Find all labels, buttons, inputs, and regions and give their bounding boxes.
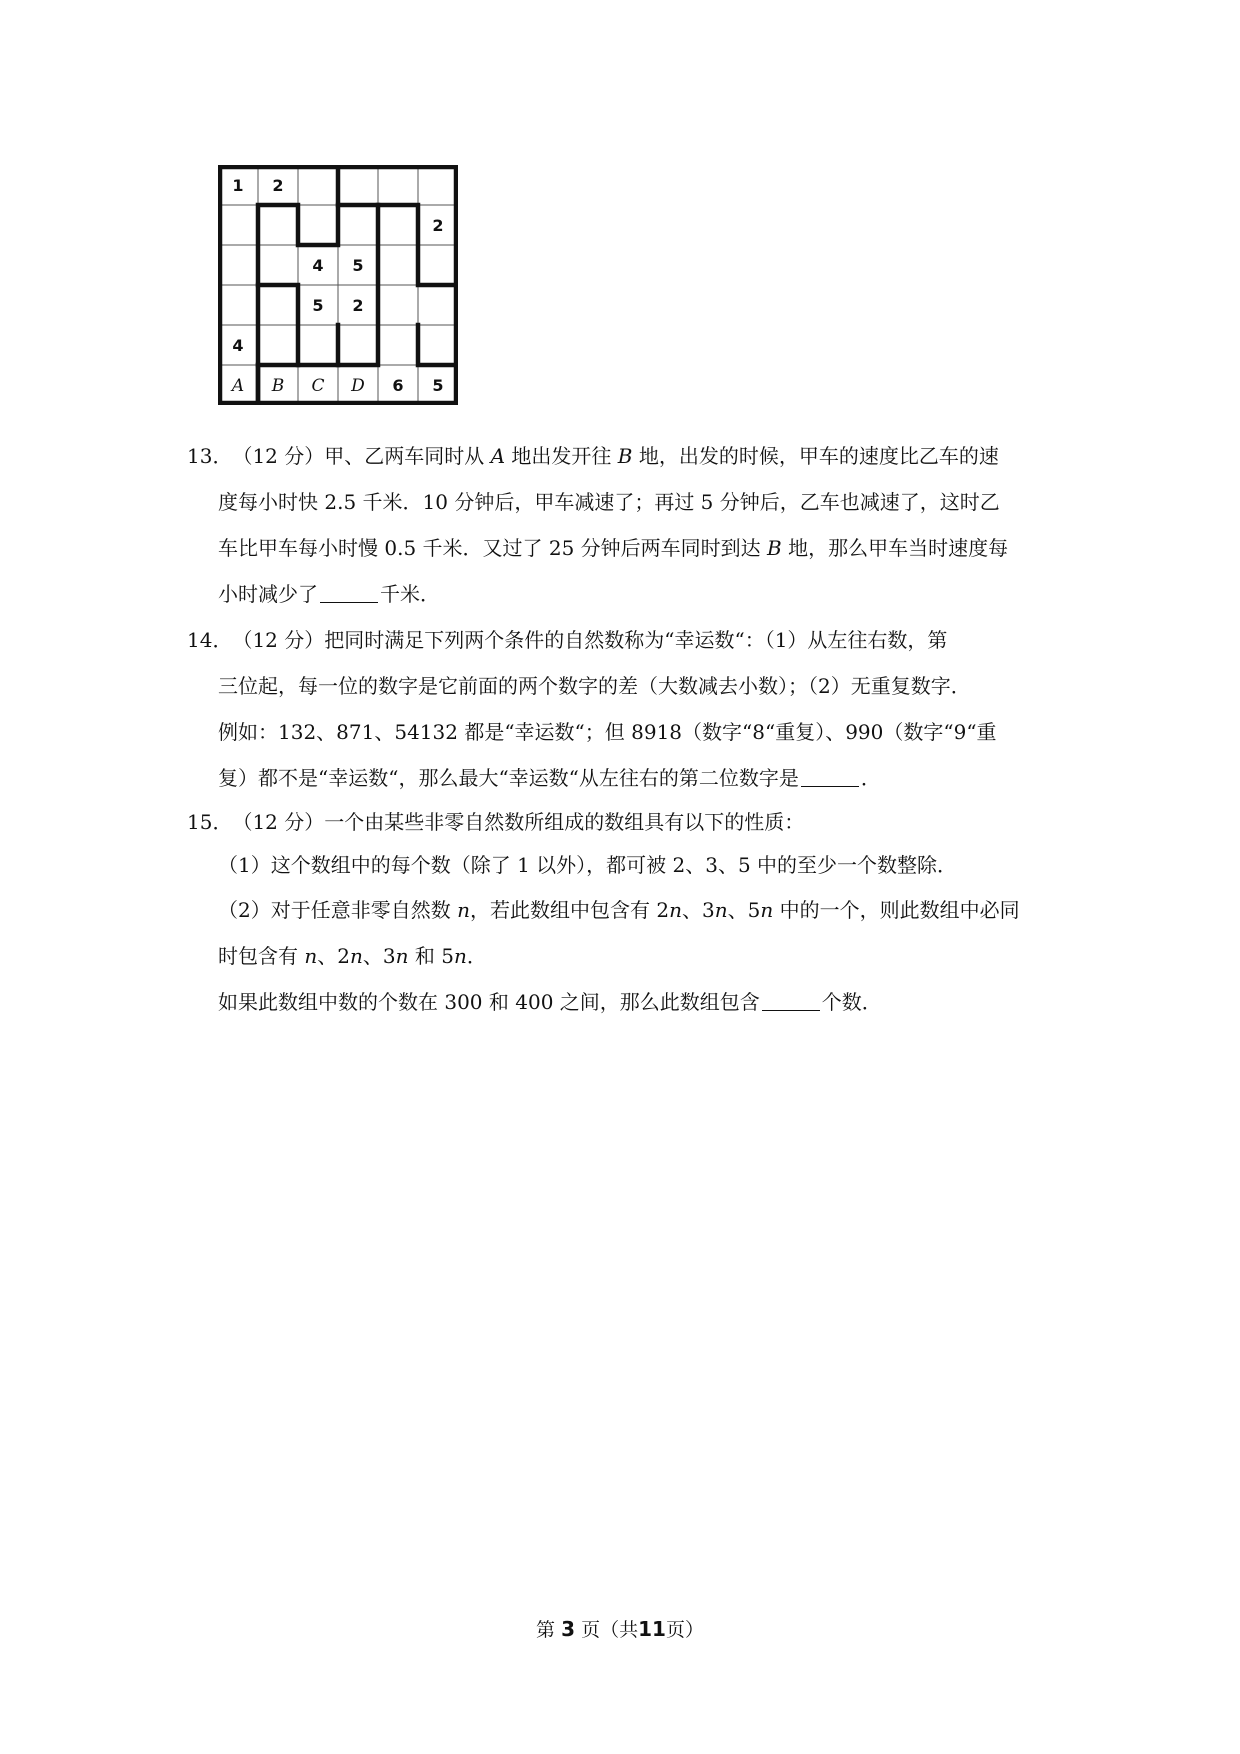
problem-14-line-3: 例如：132、871、54132 都是“幸运数“；但 8918（数字“8“重复）、990（数字“9“重 xyxy=(218,720,997,744)
region-border xyxy=(418,325,458,365)
problem-15-condition-1: （1）这个数组中的每个数（除了 1 以外），都可被 2、3、5 中的至少一个数整除． xyxy=(218,853,958,877)
grid-cell-value: A xyxy=(231,376,245,396)
problem-14-period: ． xyxy=(860,766,881,790)
answer-blank-14[interactable] xyxy=(801,766,859,787)
grid-cell-value: D xyxy=(351,376,365,396)
grid-cell-value: 2 xyxy=(352,296,364,315)
grid-cell-value: 2 xyxy=(432,216,444,235)
grid-cell-value: 4 xyxy=(232,336,244,355)
grid-cell-value: 2 xyxy=(272,176,284,195)
problem-14 xyxy=(187,617,1067,801)
problem-14-text-end: 复）都不是“幸运数“，那么最大“幸运数“从左往右的第二位数字是 xyxy=(218,766,799,790)
grid-cell-value: 5 xyxy=(432,376,444,395)
grid-cell-value: 6 xyxy=(392,376,404,395)
answer-blank-15[interactable] xyxy=(762,990,820,1011)
footer-page-number: 3 xyxy=(561,1617,576,1641)
problem-13-line-1 xyxy=(187,433,1067,479)
region-border xyxy=(338,165,378,205)
problem-list xyxy=(187,433,1067,1025)
grid-cell-value: 5 xyxy=(312,296,324,315)
problem-15-text: （12 分）一个由某些非零自然数所组成的数组具有以下的性质： xyxy=(232,810,805,834)
problem-13-line-3: 车比甲车每小时慢 0.5 千米．又过了 25 分钟后两车同时到达 B 地，那么甲车当时速度每 xyxy=(218,536,1009,560)
problem-15-line-1 xyxy=(187,801,1067,844)
problem-14-line-2: 三位起，每一位的数字是它前面的两个数字的差（大数减去小数）；（2）无重复数字． xyxy=(218,674,971,698)
grid-cell-value: 5 xyxy=(352,256,364,275)
problem-13-text-end: 小时减少了 xyxy=(218,582,318,606)
puzzle-grid-figure xyxy=(218,165,458,405)
footer-middle: 页（共 xyxy=(581,1619,639,1641)
grid-cell-value: C xyxy=(311,376,325,396)
footer-suffix: 页） xyxy=(665,1619,704,1641)
problem-13-unit: 千米． xyxy=(380,582,440,606)
problem-14-number: 14． xyxy=(187,628,233,652)
problem-14-line-1 xyxy=(187,617,1067,663)
problem-15-number: 15． xyxy=(187,810,233,834)
problem-15-condition-2-cont: 时包含有 n、2n、3n 和 5n． xyxy=(218,944,487,968)
answer-blank-13[interactable] xyxy=(320,582,378,603)
problem-14-text: （12 分）把同时满足下列两个条件的自然数称为“幸运数“：（1）从左往右数，第 xyxy=(232,628,948,652)
footer-total-pages: 11 xyxy=(638,1617,666,1641)
problem-15-text-end: 如果此数组中数的个数在 300 和 400 之间，那么此数组包含 xyxy=(218,990,760,1014)
grid-cell-value: 1 xyxy=(232,176,244,195)
problem-13-number: 13． xyxy=(187,444,233,468)
problem-15-question xyxy=(187,979,1067,1025)
problem-15-condition-2: （2）对于任意非零自然数 n，若此数组中包含有 2n、3n、5n 中的一个，则此数组中必同 xyxy=(218,898,1020,922)
problem-14-line-4 xyxy=(187,755,1067,801)
problem-13-line-4 xyxy=(187,571,1067,617)
page-footer xyxy=(0,1615,1240,1642)
problem-13 xyxy=(187,433,1067,617)
problem-15-unit: 个数． xyxy=(821,990,882,1014)
grid-cell-value: B xyxy=(271,376,285,396)
grid-cell-value: 4 xyxy=(312,256,324,275)
footer-prefix: 第 xyxy=(536,1619,556,1641)
problem-13-line-2: 度每小时快 2.5 千米．10 分钟后，甲车减速了；再过 5 分钟后，乙车也减速了，这时乙 xyxy=(218,490,1000,514)
problem-13-text: （12 分）甲、乙两车同时从 A 地出发开往 B 地，出发的时候，甲车的速度比乙车的速 xyxy=(232,444,999,468)
puzzle-grid xyxy=(218,165,458,405)
problem-15 xyxy=(187,801,1067,1025)
